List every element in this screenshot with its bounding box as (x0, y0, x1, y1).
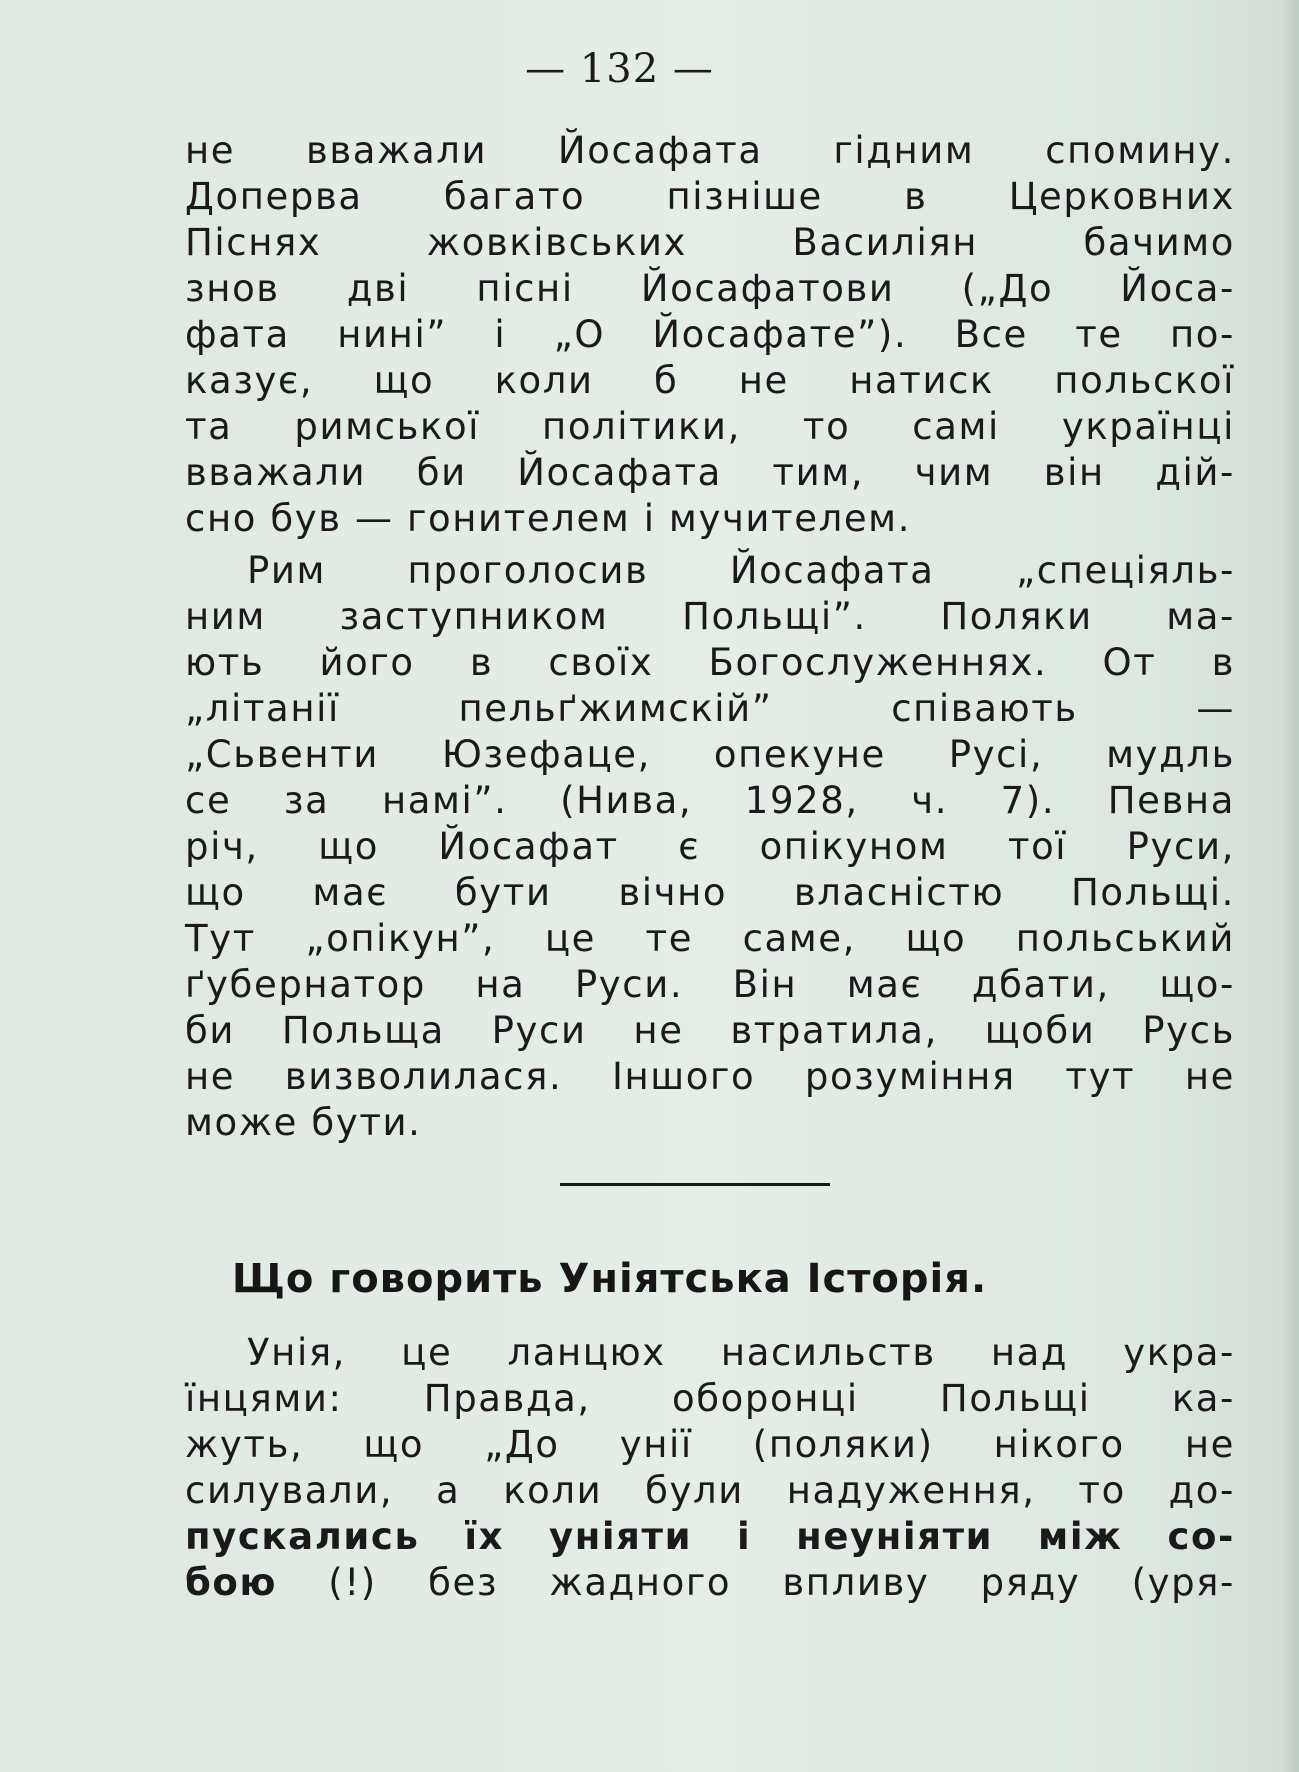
text-line: „літанії пельґжимскій” співають — (185, 687, 1235, 730)
text-fragment: (!) без жадного впливу ряду (уря- (277, 1561, 1235, 1604)
text-line: ним заступником Польщі”. Поляки ма- (185, 595, 1235, 638)
text-line: їнцями: Правда, оборонці Польщі ка- (185, 1377, 1235, 1420)
text-line: ґубернатор на Руси. Він має дбати, що- (185, 963, 1235, 1006)
text-line: фата нині” і „О Йосафате”). Все те по- (185, 313, 1235, 356)
page-number: — 132 — (525, 46, 714, 92)
text-line: сно був — гонителем і мучителем. (185, 497, 912, 540)
text-line: би Польща Руси не втратила, щоби Русь (185, 1009, 1235, 1052)
section-separator (560, 1183, 830, 1186)
text-line: не визволилася. Іншого розуміння тут не (185, 1055, 1235, 1098)
text-line: та римської політики, то самі українці (185, 405, 1235, 448)
paragraph-3 (185, 1330, 1235, 1606)
text-line: Рим проголосив Йосафата „спеціяль- (247, 549, 1235, 592)
text-line-bold: пускались їх уніяти і неуніяти між со- (185, 1515, 1235, 1558)
text-line: вважали би Йосафата тим, чим він дій- (185, 451, 1235, 494)
text-line: Доперва багато пізніше в Церковних (185, 175, 1235, 218)
text-line: може бути. (185, 1101, 422, 1144)
text-line: річ, що Йосафат є опікуном тої Руси, (185, 825, 1235, 868)
text-line (185, 1560, 1235, 1606)
text-line: не вважали Йосафата гідним спомину. (185, 129, 1235, 172)
text-line: жуть, що „До унії (поляки) нікого не (185, 1423, 1235, 1466)
bold-word: бою (185, 1561, 278, 1604)
text-line: Піснях жовківських Василіян бачимо (185, 221, 1235, 264)
text-line: „Сьвенти Юзефаце, опекуне Русі, мудль (185, 733, 1235, 776)
text-line: силували, а коли були надуження, то до- (185, 1469, 1235, 1512)
text-line: що має бути вічно власністю Польщі. (185, 871, 1235, 914)
text-line: Тут „опікун”, це те саме, що польський (185, 917, 1235, 960)
text-line: знов дві пісні Йосафатови („До Йоса- (185, 267, 1235, 310)
paragraph-1 (185, 128, 1235, 542)
section-heading: Що говорить Уніятська Історія. (231, 1256, 988, 1302)
text-line: казує, що коли б не натиск польскої (185, 359, 1235, 402)
page-edge (1281, 0, 1299, 1772)
paragraph-2 (185, 548, 1235, 1146)
text-line: се за намі”. (Нива, 1928, ч. 7). Певна (185, 779, 1235, 822)
text-line: ють його в своїх Богослуженнях. От в (185, 641, 1235, 684)
text-line: Унія, це ланцюх насильств над укра- (247, 1331, 1235, 1374)
